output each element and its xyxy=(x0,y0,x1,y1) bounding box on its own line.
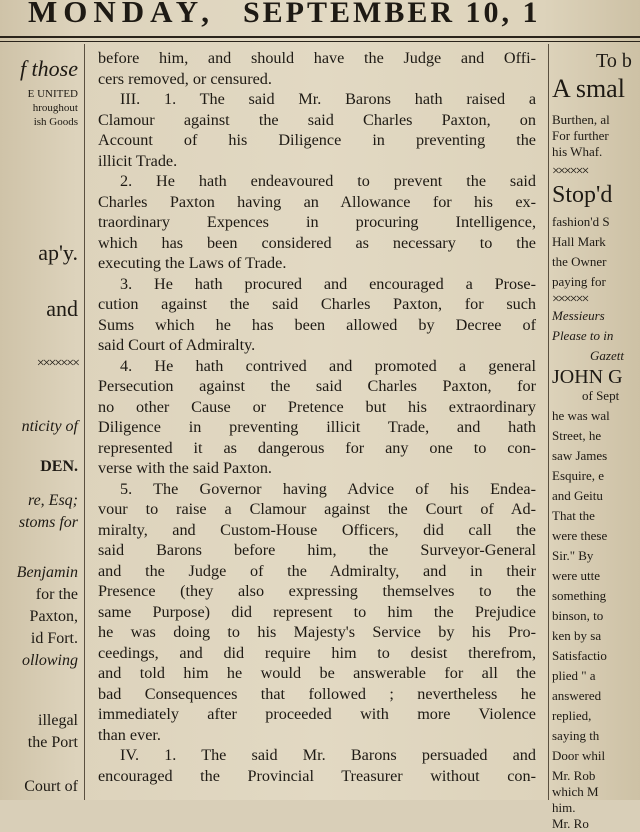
article-line: vour to raise a Clamour against the Court of Ad- xyxy=(98,500,536,518)
article-line: IV. 1. The said Mr. Barons persuaded and xyxy=(120,746,536,764)
right-line: binson, to xyxy=(552,608,604,623)
article-line: bad Consequences that followed ; nevertheless he xyxy=(98,684,536,703)
article-line: represented it as dangerous for any one to con- xyxy=(98,438,536,457)
right-line: saw James xyxy=(552,448,608,463)
article-line: and told him he would be answerable for all the xyxy=(98,664,536,682)
article-line: before him, and should have the Judge and Offi- xyxy=(98,49,536,67)
masthead xyxy=(0,0,640,36)
right-line: To b xyxy=(596,50,632,72)
left-line: ollowing xyxy=(21,652,78,669)
article-line: cution against the said Charles Paxton, for such xyxy=(98,295,536,313)
article-line: Presence (they also expressing themselves to the xyxy=(98,582,536,600)
right-line: Satisfactio xyxy=(552,648,607,663)
right-line: Mr. Ro xyxy=(552,816,589,831)
right-line: That the xyxy=(552,508,595,523)
left-line: Benjamin xyxy=(16,564,78,581)
article-line: than ever. xyxy=(98,725,161,744)
masthead-date: SEPTEMBER 10, 1 xyxy=(242,0,541,29)
article-line: traordinary Expences in procuring Intelligence, xyxy=(98,213,536,231)
right-line: he was wal xyxy=(552,408,610,423)
masthead-rule xyxy=(0,36,640,38)
article-line: Persecution against the said Charles Paxton, for xyxy=(98,377,536,395)
right-line: Please to in xyxy=(552,328,614,343)
right-line: For further xyxy=(552,128,609,143)
right-line: saying th xyxy=(552,728,600,743)
right-line: the Owner xyxy=(552,254,607,269)
left-line: re, Esq; xyxy=(27,492,78,509)
right-line: were these xyxy=(552,528,608,543)
article-line: encouraged the Provincial Treasurer without con- xyxy=(98,766,536,785)
right-line: Door whil xyxy=(552,748,606,763)
article-line: said Court of Admiralty. xyxy=(98,336,256,354)
article-line: 5. The Governor having Advice of his Endea- xyxy=(120,479,536,498)
article-line: 2. He hath endeavoured to prevent the said xyxy=(120,172,536,190)
left-column xyxy=(0,44,82,800)
right-line: answered xyxy=(552,688,602,703)
left-line: ap'y. xyxy=(38,240,78,265)
left-line: hroughout xyxy=(32,102,78,114)
left-ornament: ××××××× xyxy=(36,356,78,371)
right-heading: Stop'd xyxy=(552,182,613,208)
right-line: ken by sa xyxy=(552,628,602,643)
right-ornament: ×××××× xyxy=(552,164,588,179)
article-line: no other Cause or Pretence but his extraordinary xyxy=(98,397,536,416)
right-line: Gazett xyxy=(590,348,624,363)
article-line: 3. He hath procured and encouraged a Prose- xyxy=(120,274,536,293)
right-line: him. xyxy=(552,800,576,815)
right-line: were utte xyxy=(552,568,601,583)
right-ornament: ×××××× xyxy=(552,292,588,307)
left-line: f those xyxy=(19,56,78,81)
left-line: ish Goods xyxy=(33,116,78,128)
article-line: Diligence in preventing illicit Trade, and hath xyxy=(98,418,536,436)
article-line: III. 1. The said Mr. Barons hath raised a xyxy=(120,90,536,108)
article-line: Sums which he has been allowed by Decree of xyxy=(98,315,536,334)
article-line: executing the Laws of Trade. xyxy=(98,254,287,272)
right-line: Hall Mark xyxy=(552,234,606,249)
right-line: Burthen, al xyxy=(552,112,610,127)
left-line: nticity of xyxy=(21,418,78,435)
right-line: of Sept xyxy=(582,388,620,403)
article-line: Clamour against the said Charles Paxton, on xyxy=(98,110,536,129)
left-line: id Fort. xyxy=(30,630,78,647)
right-heading: A smal xyxy=(552,74,625,103)
right-line: which M xyxy=(552,784,599,799)
left-line: stoms for xyxy=(18,514,78,531)
article-line: immediately after proceeded with more Violence xyxy=(98,705,536,723)
right-line: Sir." By xyxy=(552,548,594,563)
article-line: which has been considered as necessary to the xyxy=(98,233,536,252)
left-line: Paxton, xyxy=(29,608,78,625)
left-line: illegal xyxy=(38,712,78,729)
column-rule-left xyxy=(84,44,85,800)
article-line: verse with the said Paxton. xyxy=(98,459,272,477)
left-line: the Port xyxy=(27,734,78,751)
article-line: miralty, and Custom-House Officers, did call the xyxy=(98,520,536,539)
article-line: Account of his Diligence in preventing the xyxy=(98,131,536,149)
left-line: for the xyxy=(35,586,78,603)
article-line: said Barons before him, the Surveyor-General xyxy=(98,541,536,559)
article-line: cers removed, or censured. xyxy=(98,69,272,88)
right-line: his Whaf. xyxy=(552,144,603,159)
right-line: plied " a xyxy=(552,668,596,683)
article-line: same Purpose) did represent to him the Prejudice xyxy=(98,602,536,621)
masthead-rule-thin xyxy=(0,41,640,42)
article-line: and the Judge of the Admiralty, and in their xyxy=(98,561,536,580)
masthead-day: MONDAY, xyxy=(28,0,215,29)
left-line: Court of xyxy=(24,778,78,795)
right-line: JOHN G xyxy=(552,366,623,388)
right-line: Esquire, e xyxy=(552,468,604,483)
left-line: DEN. xyxy=(40,458,78,475)
article-line: ceedings, and did require him to desist therefrom, xyxy=(98,643,536,662)
left-line: E UNITED xyxy=(27,88,78,100)
right-line: Street, he xyxy=(552,428,602,443)
article-line: 4. He hath contrived and promoted a general xyxy=(120,356,536,375)
right-line: fashion'd S xyxy=(552,214,610,229)
right-line: and Geitu xyxy=(552,488,603,503)
right-line: paying for xyxy=(552,274,606,289)
article-line: he was doing to his Majesty's Service by his Pro- xyxy=(98,623,536,641)
right-line: Messieurs xyxy=(552,308,605,323)
left-line: and xyxy=(46,296,78,321)
article-column xyxy=(98,48,536,800)
right-line: replied, xyxy=(552,708,592,723)
right-line: Mr. Rob xyxy=(552,768,596,783)
article-line: Charles Paxton having an Allowance for his ex- xyxy=(98,192,536,211)
column-rule-right xyxy=(548,44,549,800)
right-line: something xyxy=(552,588,607,603)
right-column xyxy=(552,44,640,831)
article-line: illicit Trade. xyxy=(98,151,178,170)
